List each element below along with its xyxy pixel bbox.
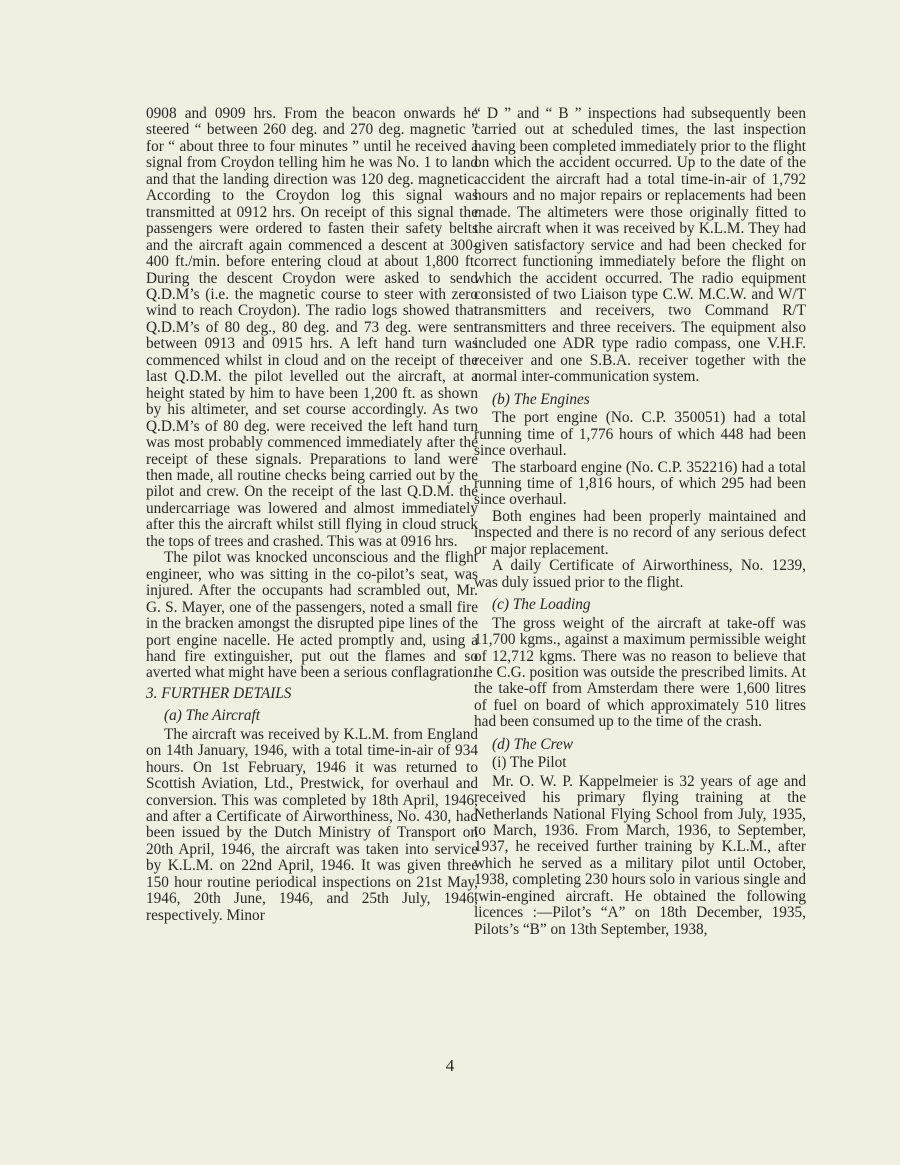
subsection-heading-loading: (c) The Loading <box>492 596 591 614</box>
page-number: 4 <box>445 1056 455 1075</box>
paragraph: Mr. O. W. P. Kappelmeier is 32 years of age and received his primary flying training at the Netherlands National Flying School from July, 1935, to March, 1936. From March, 1936, to September, 1937, he received further training by K.L.M., after which he served as a military pilot until October, 1938, completing 230 hours solo in various single and twin-engined aircraft. He obtained the following licences :—Pilot’s “A” on 18th December, 1935, Pilots’s “B” on 13th September, 1938, <box>474 772 806 938</box>
section-heading: 3. FURTHER DETAILS <box>146 684 292 702</box>
subsection-heading-aircraft: (a) The Aircraft <box>164 707 261 725</box>
right-column <box>474 106 806 938</box>
paragraph: The port engine (No. C.P. 350051) had a total running time of 1,776 hours of which 448 had been since overhaul. <box>474 409 806 460</box>
paragraph: Both engines had been properly maintained and inspected and there is no record of any serious defect or major replacement. <box>474 507 806 558</box>
subsection-heading-pilot: (i) The Pilot <box>492 754 567 772</box>
paragraph: 0908 and 0909 hrs. From the beacon onwards he steered “ between 260 deg. and 270 deg. magnetic ” for “ about three to four minutes ” until he received a signal from Croydon telling him he was No. 1 to land and that the landing direction was 120 deg. magnetic. According to the Croydon log this signal was transmitted at 0912 hrs. On receipt of this signal the passengers were ordered to fasten their safety belts and the aircraft again commenced a descent at 300-400 ft./min. before entering cloud at about 1,800 ft. During the descent Croydon were asked to send Q.D.M’s (i.e. the magnetic course to steer with zero wind to reach Croydon). The radio logs showed that Q.D.M’s of 80 deg., 80 deg. and 73 deg. were sent between 0913 and 0915 hrs. A left hand turn was commenced whilst in cloud and on the receipt of the last Q.D.M. the pilot levelled out the aircraft, at a height stated by him to have been 1,200 ft. as shown by his altimeter, and set course accordingly. As two Q.D.M’s of 80 deg. were received the left hand turn was most probably commenced immediately after the receipt of these signals. Preparations to land were then made, all routine checks being carried out by the pilot and crew. On the receipt of the last Q.D.M. the undercarriage was lowered and almost immediately after this the aircraft whilst still flying in cloud struck the tops of trees and crashed. This was at 0916 hrs. <box>146 105 478 550</box>
subsection-heading-engines: (b) The Engines <box>492 390 590 408</box>
paragraph: The starboard engine (No. C.P. 352216) had a total running time of 1,816 hours, of which 295 had been since overhaul. <box>474 458 806 509</box>
paragraph: The aircraft was received by K.L.M. from England on 14th January, 1946, with a total time-in-air of 934 hours. On 1st February, 1946 it was returned to Scottish Aviation, Ltd., Prestwick, for overhaul and conversion. This was completed by 18th April, 1946, and after a Certificate of Airworthiness, No. 430, had been issued by the Dutch Ministry of Transport on 20th April, 1946, the aircraft was taken into service by K.L.M. on 22nd April, 1946. It was given three 150 hour routine periodical inspections on 21st May, 1946, 20th June, 1946, and 25th July, 1946, respectively. Minor <box>146 725 478 924</box>
paragraph: The pilot was knocked unconscious and the flight engineer, who was sitting in the co-pilot’s seat, was injured. After the occupants had scrambled out, Mr. G. S. Mayer, one of the passengers, noted a small fire in the bracken amongst the disrupted pipe lines of the port engine nacelle. He acted promptly and, using a hand fire extinguisher, put out the flames and so averted what might have been a serious conflagration. <box>146 549 478 682</box>
paragraph: The gross weight of the aircraft at take-off was 11,700 kgms., against a maximum permissible weight of 12,712 kgms. There was no reason to believe that the C.G. position was outside the prescribed limits. At the take-off from Amsterdam there were 1,600 litres of fuel on board of which approximately 510 litres had been consumed up to the time of the crash. <box>474 614 806 731</box>
paragraph: A daily Certificate of Airworthiness, No. 1239, was duly issued prior to the flight. <box>474 557 806 591</box>
paragraph: “ D ” and “ B ” inspections had subsequently been carried out at scheduled times, the last inspection having been completed immediately prior to the flight on which the accident occurred. Up to the date of the accident the aircraft had a total time-in-air of 1,792 hours and no major repairs or replacements had been made. The altimeters were those originally fitted to the aircraft when it was received by K.L.M. They had given satisfactory service and had been checked for correct functioning immediately before the flight on which the accident occurred. The radio equipment consisted of two Liaison type C.W. M.C.W. and W/T transmitters and receivers, two Command R/T transmitters and three receivers. The equipment also included one ADR type radio compass, one V.H.F. receiver and one S.B.A. receiver together with the normal inter-communication system. <box>474 105 806 386</box>
left-column <box>146 106 478 924</box>
subsection-heading-crew: (d) The Crew <box>492 735 574 753</box>
